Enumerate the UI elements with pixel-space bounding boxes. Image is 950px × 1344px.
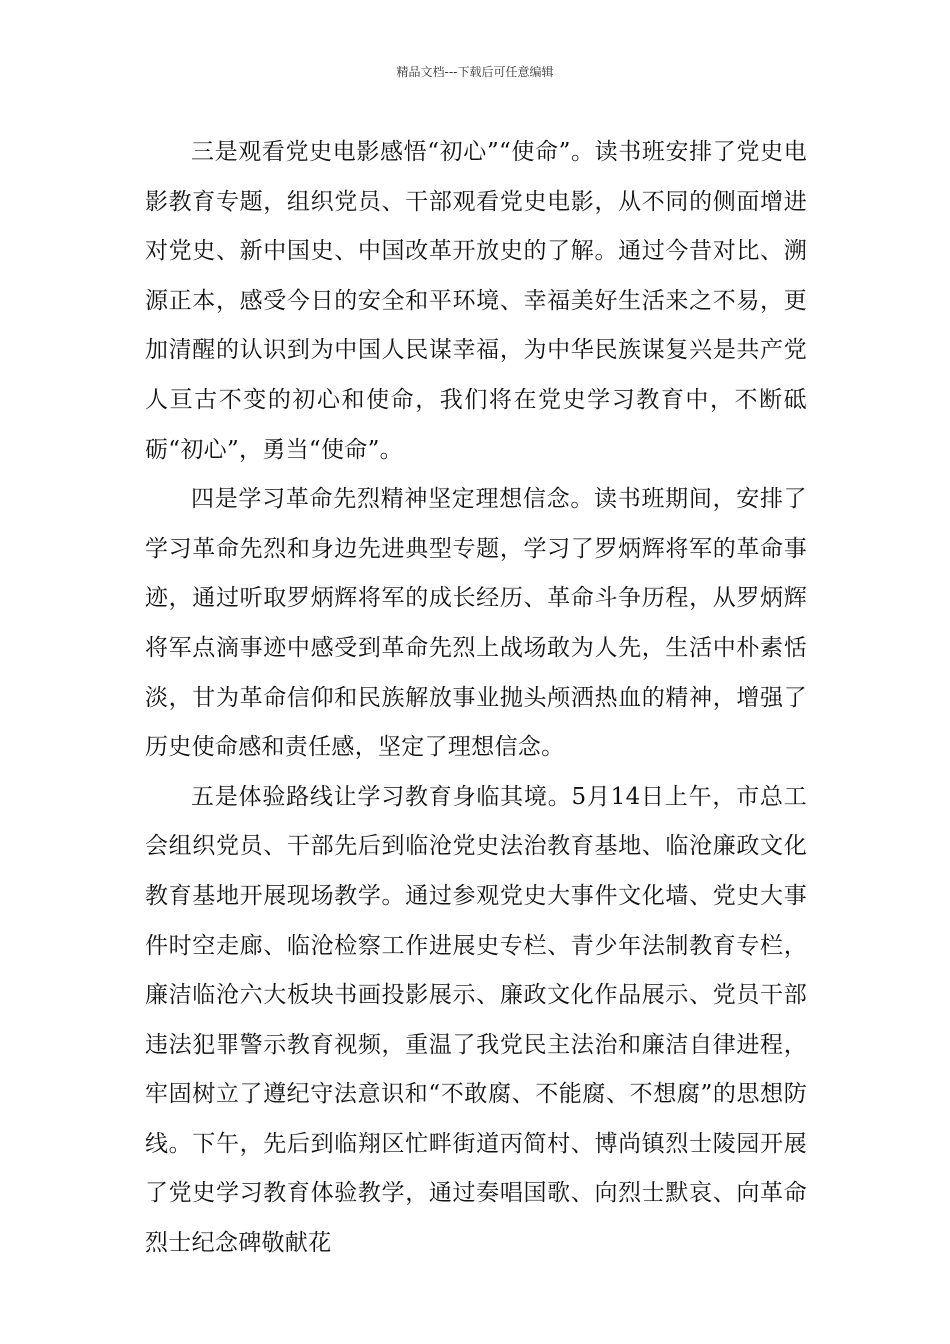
- page-header: 精品文档---下载后可任意编辑: [396, 65, 554, 79]
- paragraph-five-experience-route: 五是体验路线让学习教育身临其境。5月14日上午，市总工会组织党员、干部先后到临沧党史法治教育基地、临沧廉政文化教育基地开展现场教学。通过参观党史大事件文化墙、党史大事件时空走廊、临沧检察工作进展史专栏、青少年法制教育专栏，廉洁临沧六大板块书画投影展示、廉政文化作品展示、党员干部违法犯罪警示教育视频，重温了我党民主法治和廉洁自律进程，牢固树立了遵纪守法意识和“不敢腐、不能腐、不想腐”的思想防线。下午，先后到临翔区忙畔街道丙简村、博尚镇烈士陵园开展了党史学习教育体验教学，通过奏唱国歌、向烈士默哀、向革命烈士纪念碑敬献花: [145, 783, 807, 1257]
- paragraph-three-film-education: 三是观看党史电影感悟“初心”“使命”。读书班安排了党史电影教育专题，组织党员、干部观看党史电影，从不同的侧面增进对党史、新中国史、中国改革开放史的了解。通过今昔对比、溯源正本，感受今日的安全和平环境、幸福美好生活来之不易，更加清醒的认识到为中国人民谋幸福，为中华民族谋复兴是共产党人亘古不变的初心和使命，我们将在党史学习教育中，不断砥砺“初心”，勇当“使命”。: [145, 139, 807, 463]
- document-body: [145, 128, 807, 1269]
- paragraph-four-martyrs-spirit: 四是学习革命先烈精神坚定理想信念。读书班期间，安排了学习革命先烈和身边先进典型专题，学习了罗炳辉将军的革命事迹，通过听取罗炳辉将军的成长经历、革命斗争历程，从罗炳辉将军点滴事迹中感受到革命先烈上战场敢为人先，生活中朴素恬淡，甘为革命信仰和民族解放事业抛头颅洒热血的精神，增强了历史使命感和责任感，坚定了理想信念。: [145, 486, 807, 761]
